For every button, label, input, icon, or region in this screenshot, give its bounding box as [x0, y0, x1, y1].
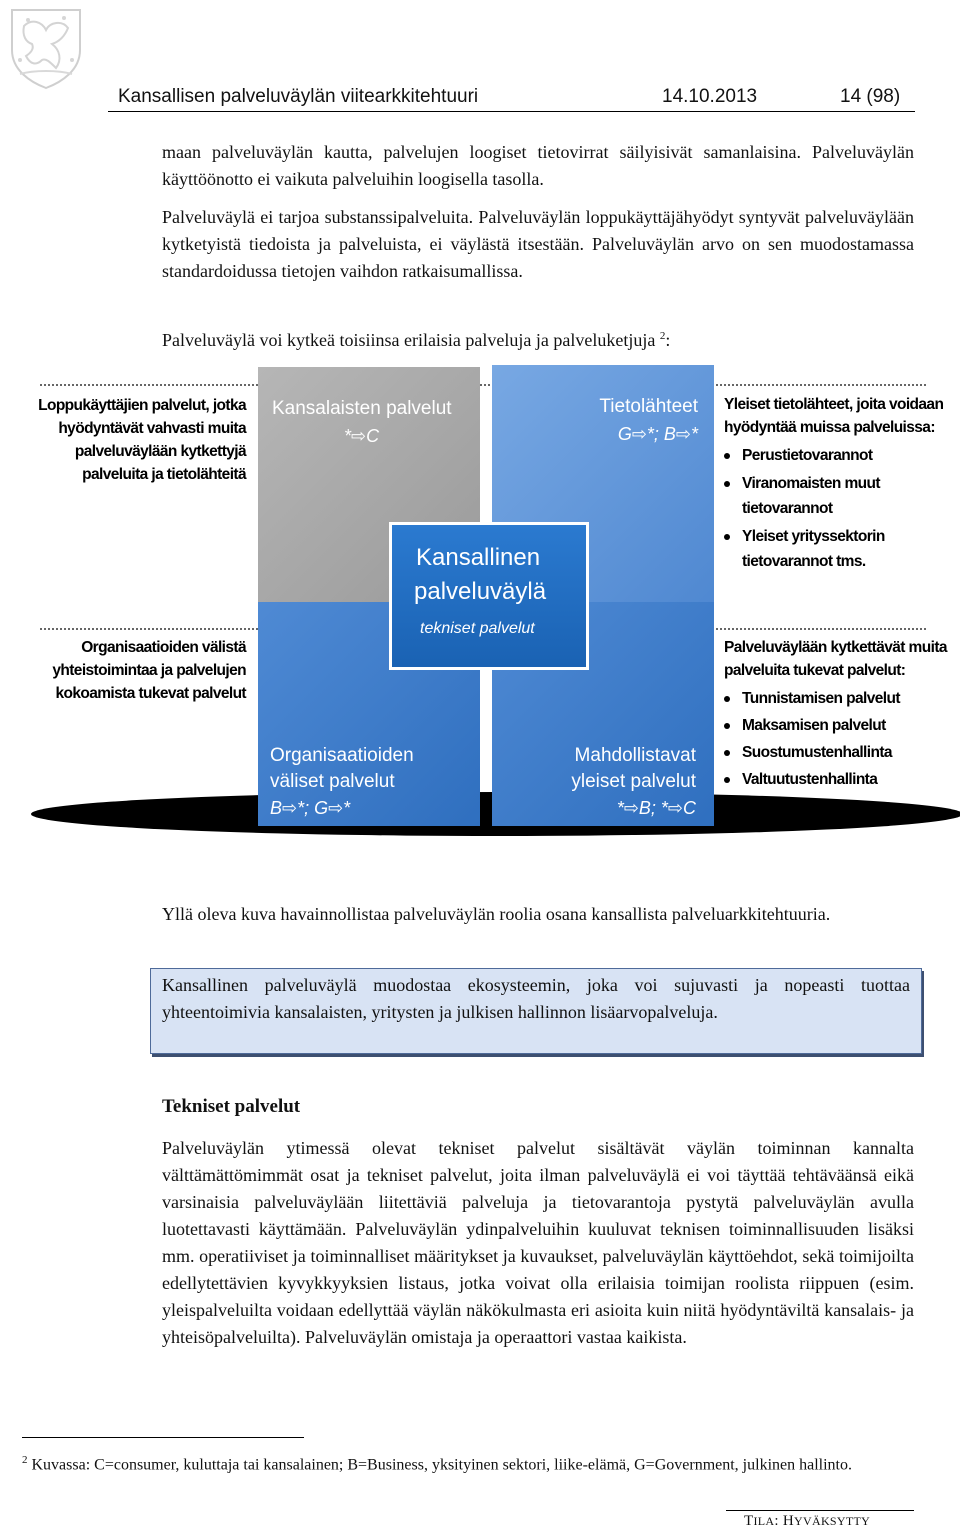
footer-rule	[726, 1510, 914, 1511]
list-item: Valtuutustenhallinta	[742, 767, 956, 792]
header-rule	[108, 111, 915, 112]
information-sources-flow: G⇨*; B⇨*	[617, 424, 698, 444]
list-item: Maksamisen palvelut	[742, 713, 956, 738]
paragraph-1: maan palveluväylän kautta, palvelujen loogiset tietovirrat säilyisivät samanlaisina. Palveluväylän käyttöönotto ei vaikuta palveluihin loogisella tasolla.	[162, 142, 914, 189]
inter-org-caption: Organisaatioiden välistä yhteistoimintaa ja palvelujen kokoamista tukevat palvelut	[52, 639, 246, 702]
paragraph-3: Palveluväylä voi kytkeä toisiinsa erilaisia palveluja ja palveluketjuja $^2$:	[162, 330, 671, 350]
inter-org-services-label-2: väliset palvelut	[270, 771, 395, 792]
inter-org-services-label-1: Organisaatioiden	[270, 745, 414, 766]
footnote-number: 2	[22, 1454, 28, 1466]
citizen-services-flow: *⇨C	[344, 426, 380, 446]
general-sources-caption: Yleiset tietolähteet, joita voidaan hyödyntää muissa palveluissa: Perustietovarannot Viranomaisten muut tietovarannot Yleiset yrityssektorin tietovarannot tms.	[724, 393, 956, 574]
enabling-services-label-1: Mahdollistavat	[574, 745, 696, 766]
page-number: 14 (98)	[840, 86, 901, 107]
section-heading: Tekniset palvelut	[162, 1096, 301, 1117]
paragraph-5: Palveluväylän ytimessä olevat tekniset palvelut sisältävät väylän toiminnan kannalta välttämättömimmät osat ja tekniset palvelut, joita ilman palveluväylä ei voi täyttää tehtäväänsä eikä varsinaisia palveluväylään liitettäviä palveluja ja tietovarantoja pystytä palveluväylän avulla luotettavasti käyttämään. Palveluväylän ydinpalveluihin kuuluvat teknisen toiminnallisuuden lisäksi mm. operatiiviset ja toiminnalliset määritykset ja kuvaukset, palveluväylän käyttöehdot, sekä toimijoilta edellytettävien kyvykkyyksien listaus, jotka voivat olla erilaisia toimijan roolista riippuen (esim. yleispalveluilta voidaan edellyttää väylän näkökulmasta eri asioita kuin niitä hyödyntäviltä kansalais- ja yhteisöpalveluilta). Palveluväylän omistaja ja operaattori vastaa kaikista.	[162, 1138, 914, 1347]
list-item: Perustietovarannot	[742, 443, 956, 468]
document-status: TILA: HYVÄKSYTTY	[744, 1513, 871, 1529]
list-item: Tunnistamisen palvelut	[742, 686, 956, 711]
document-title: Kansallisen palveluväylän viitearkkitehtuuri	[118, 86, 479, 107]
general-sources-list	[724, 443, 956, 574]
national-service-bus-label-2: palveluväylä	[414, 578, 547, 605]
coat-of-arms-logo	[6, 4, 86, 90]
citizen-services-label: Kansalaisten palvelut	[272, 398, 452, 419]
paragraph-4: Yllä oleva kuva havainnollistaa palveluväylän roolia osana kansallista palveluarkkitehtuuria.	[162, 904, 831, 924]
technical-services-label: tekniset palvelut	[420, 620, 535, 637]
national-service-bus-label-1: Kansallinen	[416, 544, 541, 571]
footnote-rule	[22, 1437, 304, 1438]
enabling-services-label-2: yleiset palvelut	[571, 771, 696, 792]
supporting-services-caption: Palveluväylään kytkettävät muita palveluita tukevat palvelut: Tunnistamisen palvelut Maksamisen palvelut Suostumustenhallinta Valtuutustenhallinta	[724, 636, 956, 792]
list-item: Suostumustenhallinta	[742, 740, 956, 765]
footnote: $^2$ Kuvassa: C=consumer, kuluttaja tai kansalainen; B=Business, yksityinen sektori, liike-elämä, G=Government, julkinen hallinto.	[22, 1454, 852, 1474]
callout-text: Kansallinen palveluväylä muodostaa ekosysteemin, joka voi sujuvasti ja nopeasti tuottaa yhteentoimivia kansalaisten, yritysten ja julkisen hallinnon lisäarvopalveluja.	[162, 975, 910, 1022]
list-item: Yleiset yrityssektorin tietovarannot tms.	[742, 524, 956, 574]
top-dotted-line	[40, 384, 926, 386]
footnote-ref: 2	[659, 330, 666, 342]
document-date: 14.10.2013	[662, 86, 758, 107]
supporting-services-list	[724, 686, 956, 792]
information-sources-label: Tietolähteet	[599, 396, 698, 417]
list-item: Viranomaisten muut tietovarannot	[742, 471, 956, 521]
inter-org-services-flow: B⇨*; G⇨*	[270, 798, 351, 818]
paragraph-2: Palveluväylä ei tarjoa substanssipalveluita. Palveluväylän loppukäyttäjähyödyt syntyvät palveluväylään kytketyistä tiedoista ja palveluista, ei väylästä itsestään. Palveluväylän arvo on sen muodostamassa standardoidussa tietojen vaihdon ratkaisumallissa.	[162, 207, 914, 281]
enabling-services-flow: *⇨B; *⇨C	[616, 798, 696, 818]
end-user-services-caption: Loppukäyttäjien palvelut, jotka hyödyntävät vahvasti muita palveluväylään kytkettyjä palveluita ja tietolähteitä	[38, 397, 246, 483]
national-service-bus-square	[392, 525, 586, 667]
